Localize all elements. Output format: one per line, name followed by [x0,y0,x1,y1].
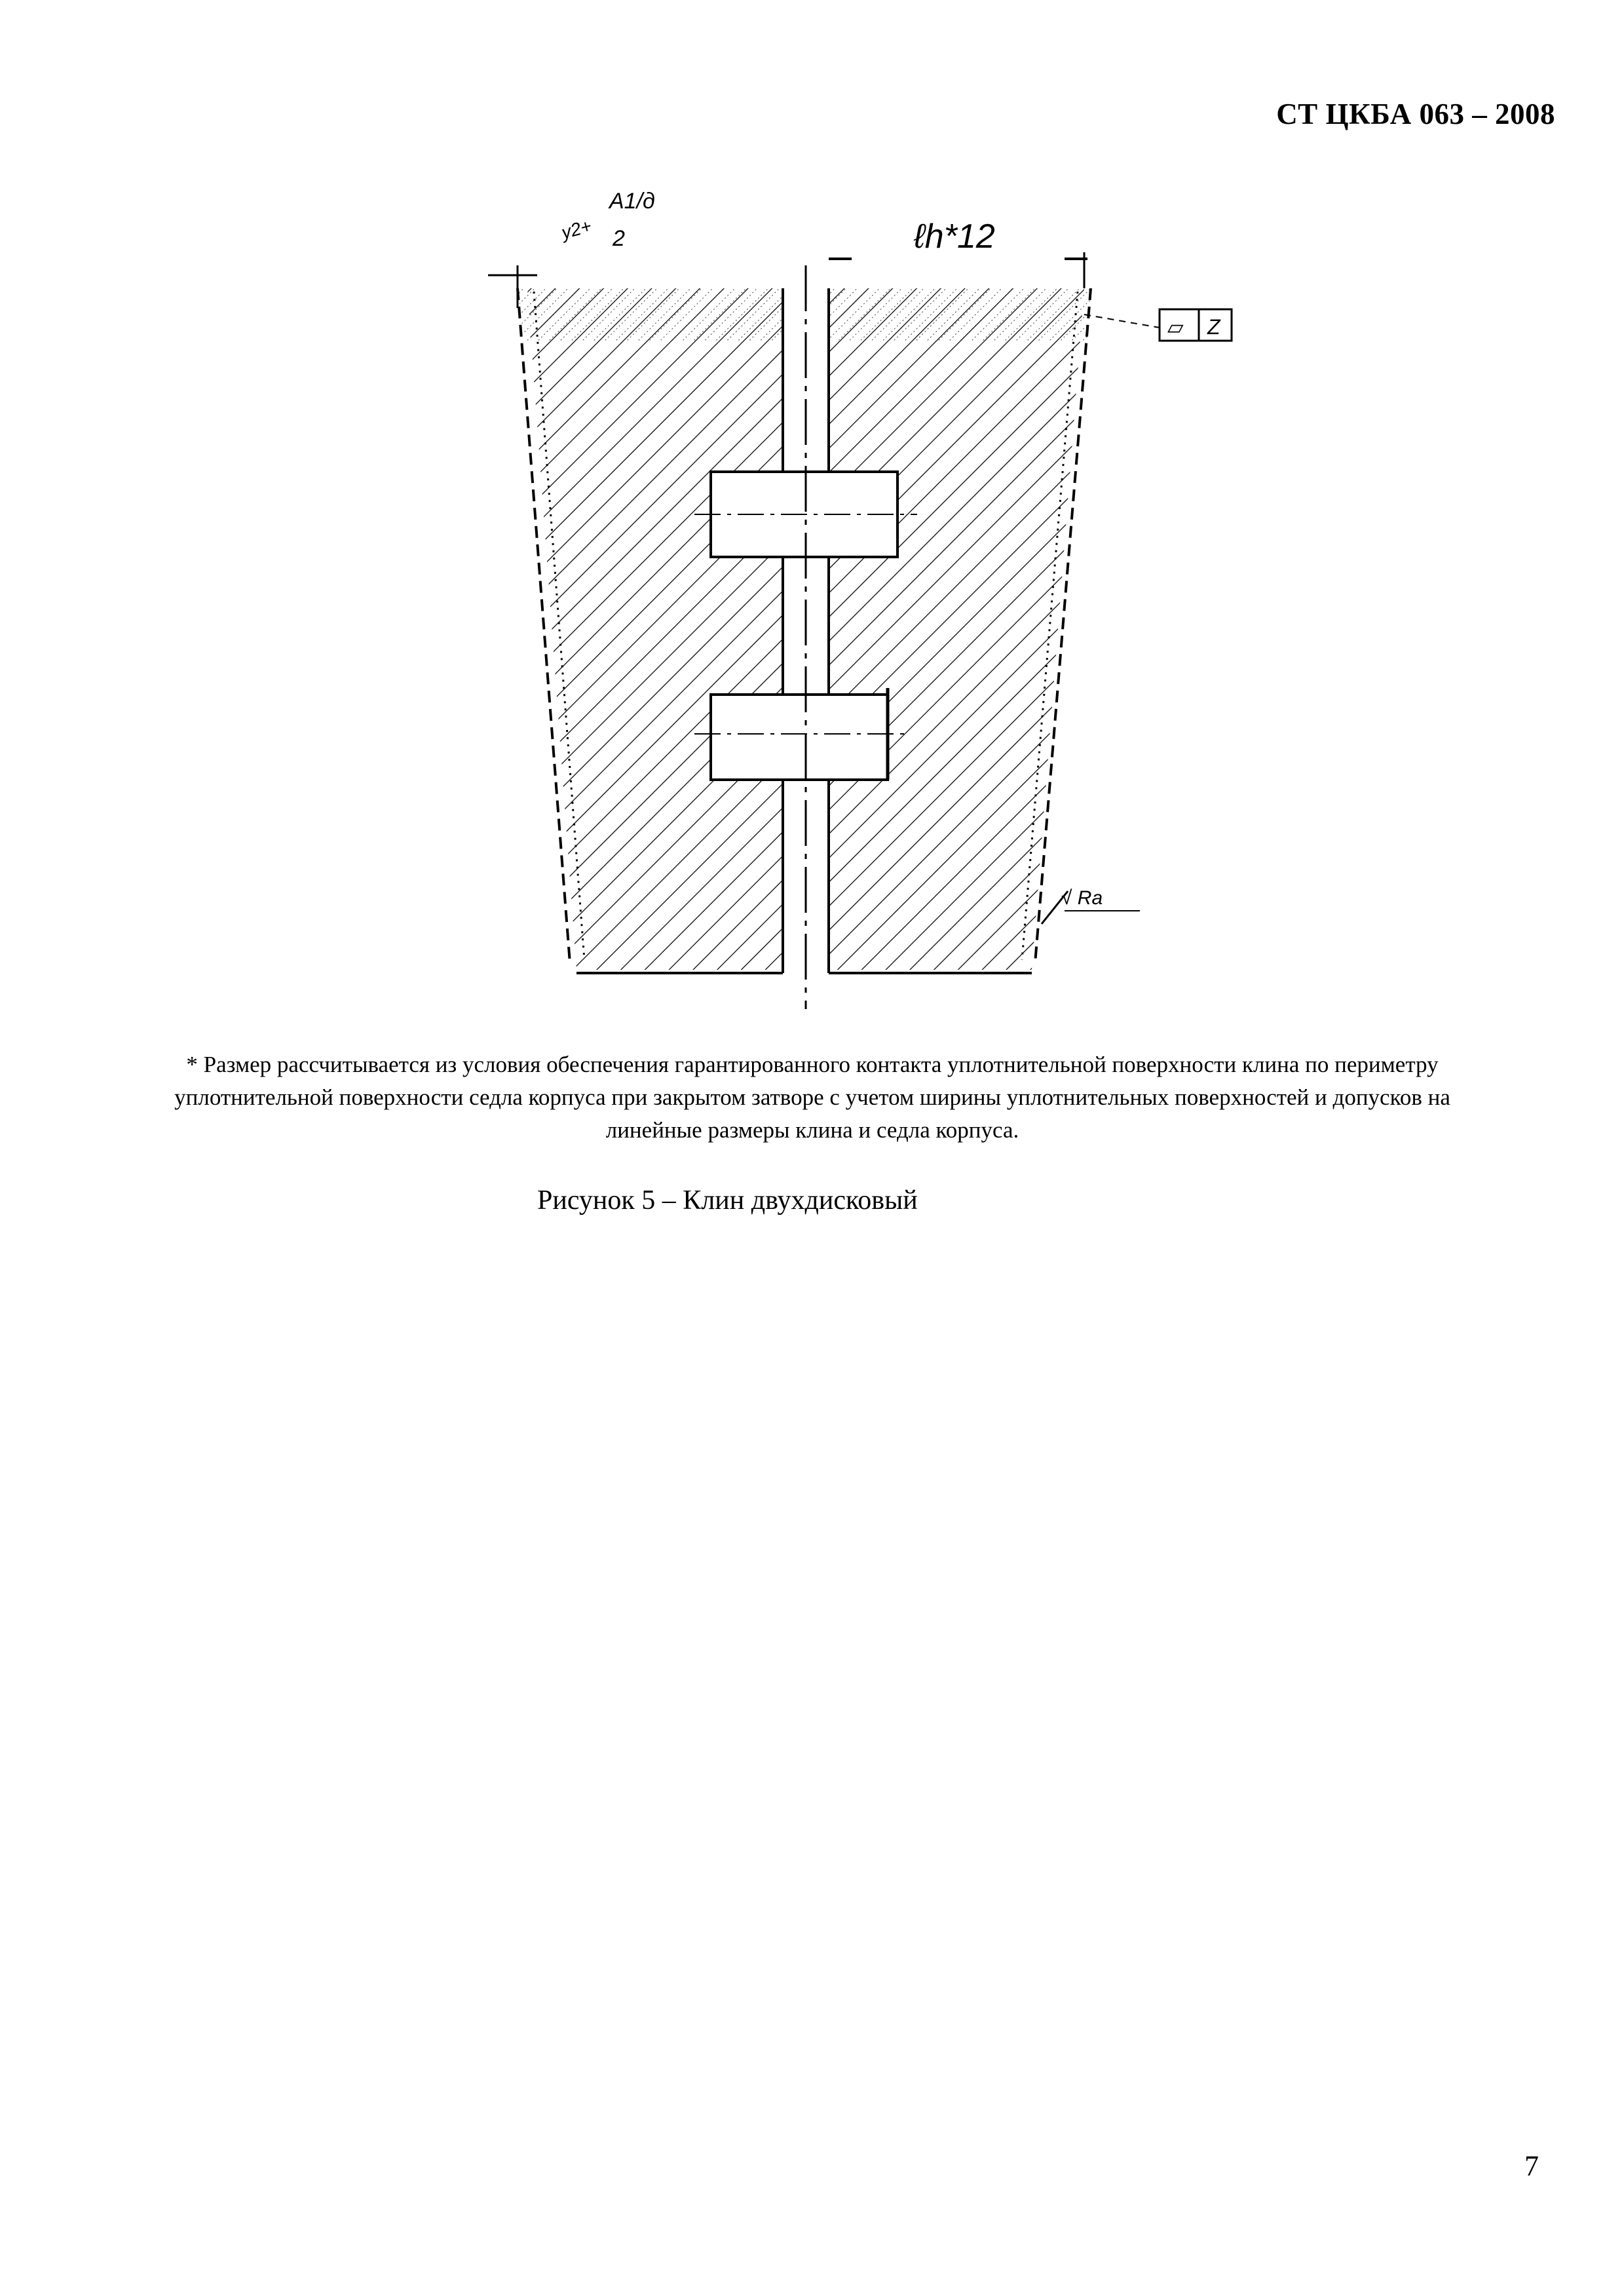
roughness-mark [1042,887,1140,924]
figure-caption: Рисунок 5 – Клин двухдисковый [537,1185,918,1215]
dim-sub-label: 2 [613,226,625,251]
wedge-drawing [0,0,1624,1022]
tolerance-symbol: ⏥ [1167,315,1184,339]
document-code: СТ ЦКБА 063 – 2008 [1276,98,1555,130]
footnote: * Размер рассчитывается из условия обеспечения гарантированного контакта уплотнительной поверхности клина по периметру уплотнительной поверхности седла корпуса при закрытом затворе с учетом ширины уплотнительных поверхностей и допусков на линейные размеры клина и седла корпуса. [174,1052,1450,1143]
dim-a1-label: A1/д [609,189,655,214]
page-number: 7 [1524,2150,1539,2182]
tolerance-frame [1084,309,1232,341]
right-disc [829,288,1091,973]
dim-lh12-label: ℓh*12 [914,218,995,256]
left-disc [518,288,783,973]
dim-y2-label: у2+ [559,215,594,243]
tolerance-datum: Z [1207,315,1220,339]
top-dimension [829,218,1087,288]
roughness-label: √ Ra [1061,887,1103,909]
